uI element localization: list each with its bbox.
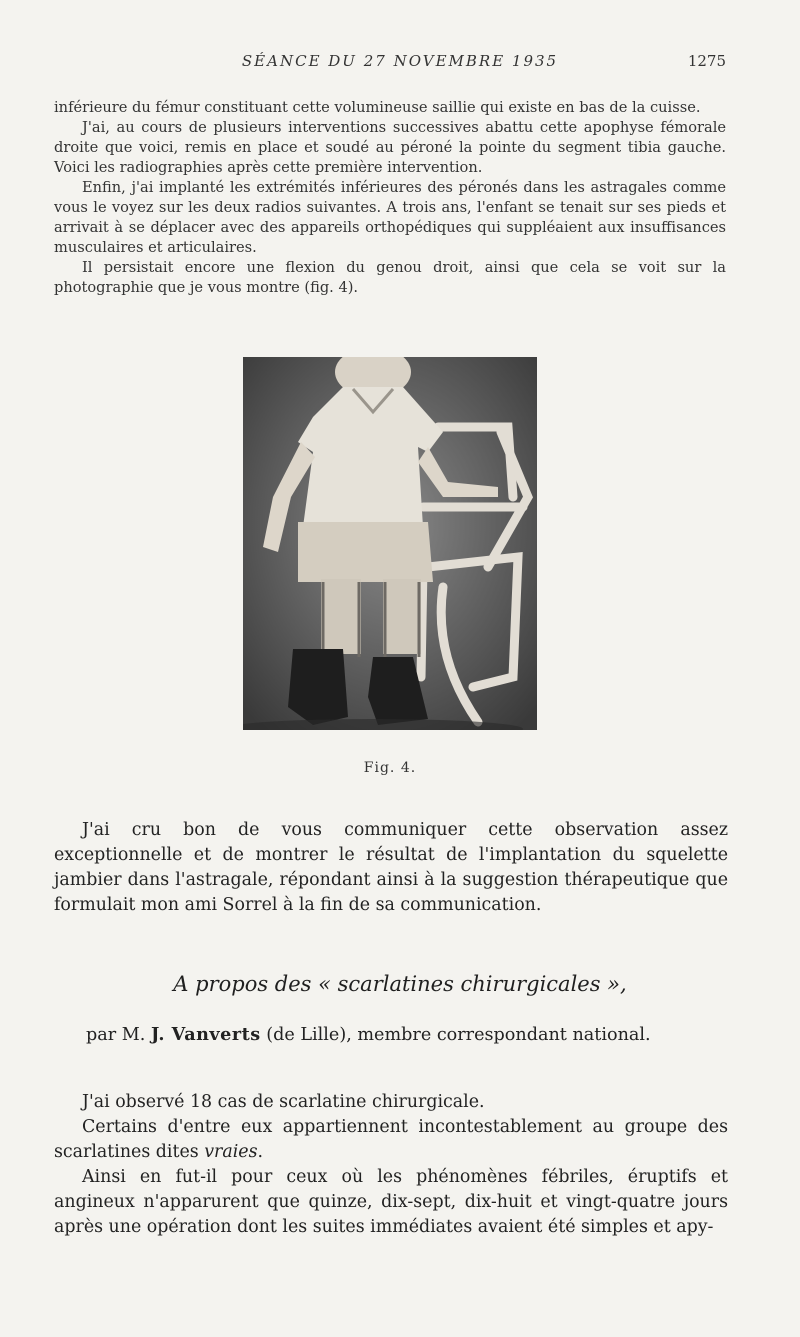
figure-photograph: [243, 357, 537, 730]
article-body: [54, 1090, 728, 1240]
byline-suffix: (de Lille), membre correspondant national.: [266, 1025, 651, 1045]
paragraph: J'ai cru bon de vous communiquer cette observation assez exceptionnelle et de montrer le résultat de l'implantation du squelette jambier dans l'astragale, répondant ainsi à la suggestion thérapeutique que formulait mon ami Sorrel à la fin de sa communication.: [54, 820, 728, 915]
paragraph: Ainsi en fut-il pour ceux où les phénomènes fébriles, éruptifs et angineux n'apparurent que quinze, dix-sept, dix-huit et vingt-quatre jours après une opération dont les suites immédiates avaient été simples et apy-: [54, 1167, 728, 1237]
byline-prefix: par M.: [86, 1025, 146, 1045]
running-title: SÉANCE DU 27 NOVEMBRE 1935: [241, 52, 559, 70]
article-title: A propos des « scarlatines chirurgicales »,: [173, 972, 627, 996]
italic-word: vraies: [204, 1142, 258, 1162]
paragraph-text: Certains d'entre eux appartiennent incontestablement au groupe des scarlatines dites: [54, 1117, 728, 1162]
conclusion-paragraph: [54, 818, 728, 918]
article-byline: [86, 1024, 651, 1045]
period: .: [257, 1142, 264, 1162]
paragraph: Enfin, j'ai implanté les extrémités inférieures des péronés dans les astragales comme vous le voyez sur les deux radios suivantes. A trois ans, l'enfant se tenait sur ses pieds et arrivait à se déplacer avec des appareils orthopédiques qui suppléaient aux insuffisances musculaires et articulaires.: [54, 179, 726, 256]
paragraph: [54, 1115, 728, 1165]
paragraph: inférieure du fémur constituant cette volumineuse saillie qui existe en bas de la cuisse.: [54, 99, 701, 116]
paragraph: J'ai, au cours de plusieurs interventions successives abattu cette apophyse fémorale droite que voici, remis en place et soudé au péroné la pointe du segment tibia gauche. Voici les radiographies après cette première intervention.: [54, 119, 726, 176]
paragraph: Il persistait encore une flexion du genou droit, ainsi que cela se voit sur la photographie que je vous montre (fig. 4).: [54, 259, 726, 296]
child-photograph: [243, 357, 537, 730]
author-name: J. Vanverts: [150, 1024, 261, 1045]
figure-caption: Fig. 4.: [363, 760, 417, 776]
paragraph: J'ai observé 18 cas de scarlatine chirurgicale.: [82, 1092, 485, 1112]
running-header: [0, 52, 800, 76]
body-text-top: [54, 98, 726, 298]
page-number: 1275: [687, 52, 726, 70]
